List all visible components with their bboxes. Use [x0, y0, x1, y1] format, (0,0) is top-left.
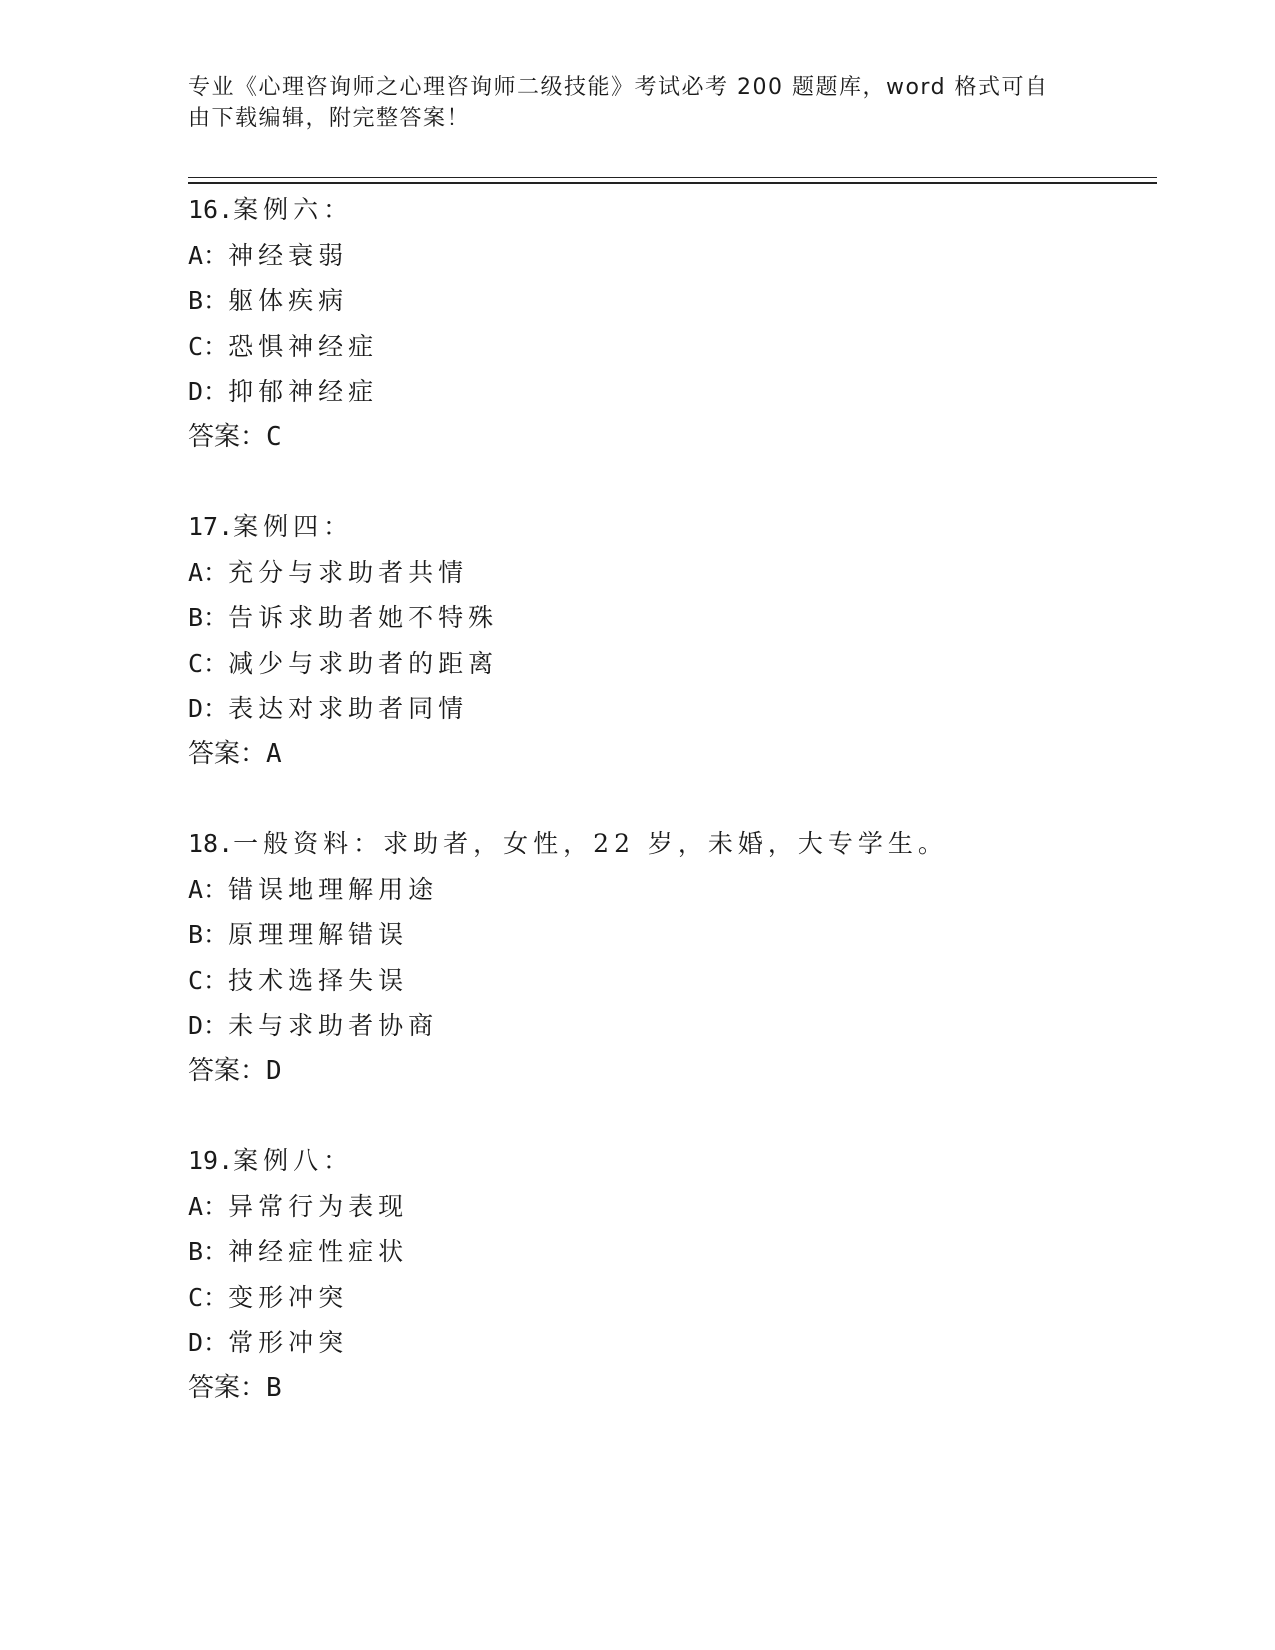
option-key: D： — [188, 377, 229, 406]
option-text: 未与求助者协商 — [228, 1011, 439, 1040]
option-text: 原理理解错误 — [228, 920, 409, 949]
question-17 — [188, 504, 1148, 777]
question-stem-text: 案例八： — [233, 1146, 354, 1175]
option-b — [188, 595, 1148, 641]
option-key: A： — [188, 557, 229, 587]
option-a — [188, 233, 1148, 279]
answer-value: C — [266, 421, 282, 452]
option-key: C： — [188, 648, 229, 678]
option-d — [188, 686, 1148, 732]
question-number: 16. — [188, 195, 234, 224]
option-text: 告诉求助者她不特殊 — [228, 603, 499, 632]
option-text: 充分与求助者共情 — [228, 557, 469, 587]
option-b — [188, 278, 1148, 324]
answer-label: 答案： — [188, 421, 267, 452]
option-key: C： — [188, 331, 229, 361]
option-key: B： — [188, 1237, 229, 1266]
option-c — [188, 641, 1148, 687]
option-text: 技术选择失误 — [228, 965, 409, 995]
option-b — [188, 1229, 1148, 1275]
option-c — [188, 958, 1148, 1004]
option-text: 变形冲突 — [228, 1282, 349, 1312]
option-text: 神经衰弱 — [228, 240, 349, 270]
option-key: A： — [188, 1191, 229, 1221]
answer-value: B — [266, 1372, 282, 1403]
question-stem — [188, 504, 1148, 550]
answer-value: A — [266, 738, 282, 769]
question-number: 18. — [188, 829, 234, 858]
option-key: B： — [188, 286, 229, 315]
option-text: 恐惧神经症 — [228, 331, 379, 361]
option-key: B： — [188, 603, 229, 632]
option-text: 异常行为表现 — [228, 1191, 409, 1221]
option-a — [188, 1184, 1148, 1230]
option-a — [188, 867, 1148, 913]
answer-line — [188, 1366, 1148, 1412]
option-key: B： — [188, 920, 229, 949]
answer-line — [188, 415, 1148, 461]
option-key: A： — [188, 240, 229, 270]
question-stem — [188, 1138, 1148, 1184]
option-key: D： — [188, 1328, 229, 1357]
question-16 — [188, 187, 1148, 460]
option-d — [188, 1320, 1148, 1366]
answer-label: 答案： — [188, 1372, 267, 1403]
option-c — [188, 1275, 1148, 1321]
answer-line — [188, 1049, 1148, 1095]
option-key: C： — [188, 965, 229, 995]
option-a — [188, 550, 1148, 596]
question-stem-text: 案例六： — [233, 195, 354, 224]
option-b — [188, 912, 1148, 958]
question-stem-text: 案例四： — [233, 512, 354, 541]
option-text: 减少与求助者的距离 — [228, 648, 499, 678]
option-d — [188, 369, 1148, 415]
option-text: 常形冲突 — [228, 1328, 349, 1357]
option-text: 躯体疾病 — [228, 286, 349, 315]
question-stem-text: 一般资料：求助者，女性，22 岁，未婚，大专学生。 — [233, 829, 948, 858]
header-divider-thin — [188, 177, 1157, 178]
question-number: 17. — [188, 512, 234, 541]
option-text: 神经症性症状 — [228, 1237, 409, 1266]
option-text: 表达对求助者同情 — [228, 694, 469, 723]
header-divider-thick — [188, 182, 1157, 184]
header-line-2: 由下载编辑，附完整答案！ — [188, 106, 471, 131]
answer-label: 答案： — [188, 1055, 267, 1086]
option-key: C： — [188, 1282, 229, 1312]
document-header — [188, 72, 1068, 134]
answer-label: 答案： — [188, 738, 267, 769]
question-stem — [188, 821, 1148, 867]
option-key: D： — [188, 1011, 229, 1040]
option-key: D： — [188, 694, 229, 723]
option-text: 抑郁神经症 — [228, 377, 379, 406]
option-c — [188, 324, 1148, 370]
question-stem — [188, 187, 1148, 233]
header-line-1: 专业《心理咨询师之心理咨询师二级技能》考试必考 200 题题库，word 格式可自 — [188, 75, 1049, 100]
option-key: A： — [188, 874, 229, 904]
answer-line — [188, 732, 1148, 778]
answer-value: D — [266, 1055, 282, 1086]
question-18 — [188, 821, 1148, 1094]
option-text: 错误地理解用途 — [228, 874, 439, 904]
question-19 — [188, 1138, 1148, 1411]
option-d — [188, 1003, 1148, 1049]
question-number: 19. — [188, 1146, 234, 1175]
